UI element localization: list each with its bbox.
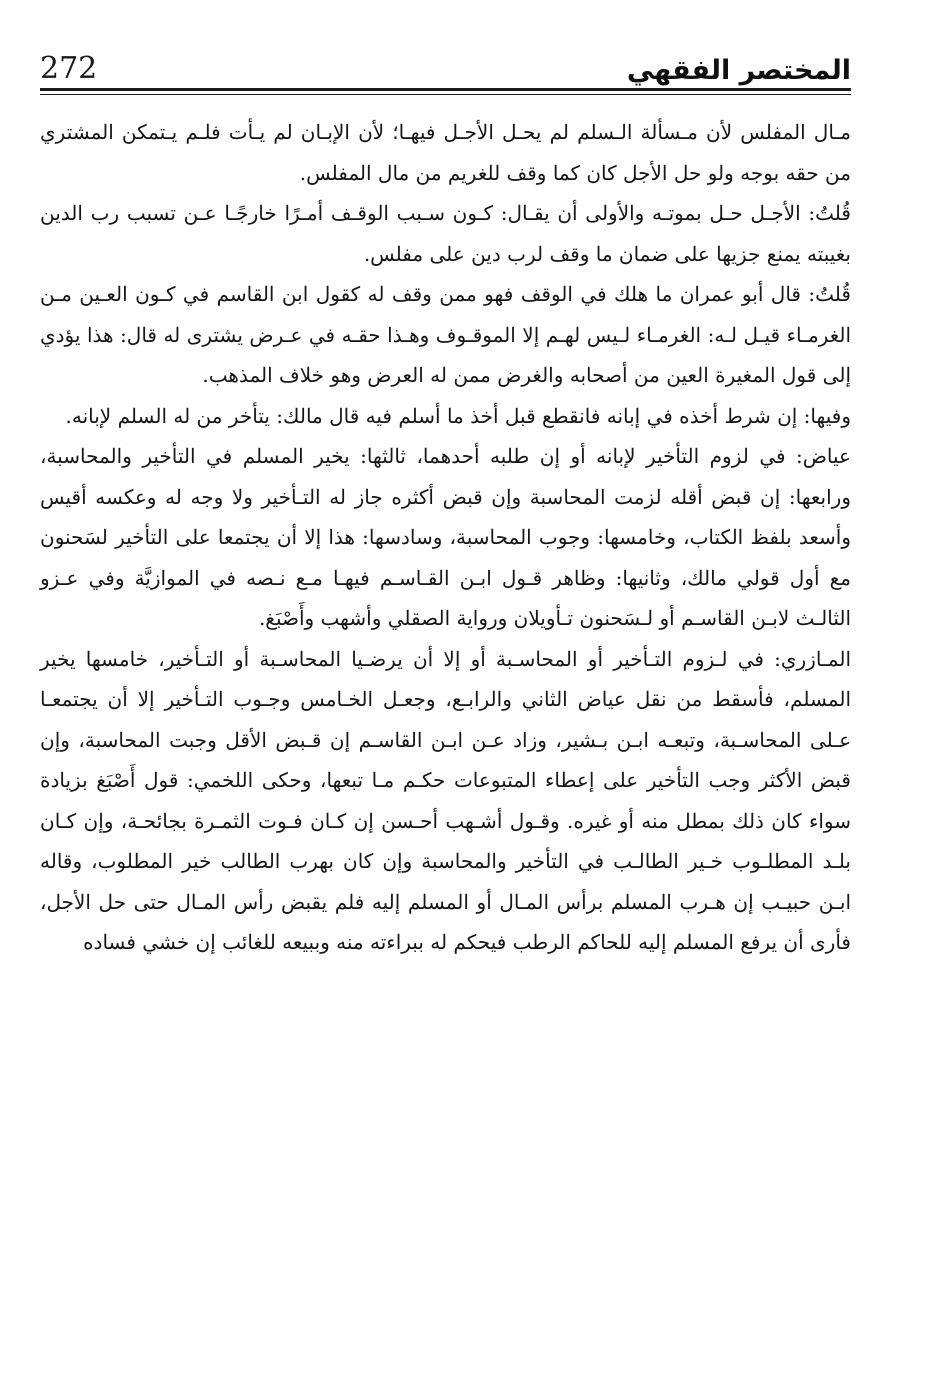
header-rule-thin (40, 94, 851, 95)
paragraph-2: قُلتُ: الأجـل حـل بموتـه والأولى أن يقـال: كـون سـبب الوقـف أمـرًا خارجًـا عـن تسبب رب الدين بغيبته يمنع جزيها على ضمان ما وقف لرب دين على مفلس. (40, 201, 851, 266)
paragraph-5: عياض: في لزوم التأخير لإبانه أو إن طلبه أحدهما، ثالثها: يخير المسلم في التأخير والمحاسبة، ورابعها: إن قبض أقله لزمت المحاسبة وإن قبض أكثره جاز له التـأخير ولا وجه له وعكسه أقيس وأسعد بلفظ الكتاب، وخامسها: وجوب المحاسبة، وسادسها: هذا إلا أن يجتمعا على التأخير لسَحنون مع أول قولي مالك، وثانيها: وظاهر قـول ابـن القـاسـم فيهـا مـع نـصه في الموازيَّة وفي عـزو الثالـث لابـن القاسـم أو لـسَحنون تـأويلان ورواية الصقلي وأشهب وأَصْبَغ. (40, 444, 851, 630)
paragraph-3: قُلتُ: قال أبو عمران ما هلك في الوقف فهو ممن وقف له كقول ابن القاسم في كـون العـين مـن الغرمـاء قيـل لـه: الغرمـاء لـيس لهـم إلا الموقـوف وهـذا حقـه في عـرض يشترى له قال: هذا يؤدي إلى قول المغيرة العين من أصحابه والغرض ممن له العرض وهو خلاف المذهب. (40, 282, 851, 387)
header-rule-thick (40, 88, 851, 91)
body-text (40, 112, 851, 963)
page-number: 272 (40, 51, 98, 86)
page-header (40, 38, 851, 84)
paragraph-1: مـال المفلس لأن مـسألة الـسلم لم يحـل الأجـل فيهـا؛ لأن الإبـان لم يـأت فلـم يـتمكن المشتري من حقه بوجه ولو حل الأجل كان كما وقف للغريم من مال المفلس. (40, 120, 851, 185)
paragraph-6: المـازري: في لـزوم التـأخير أو المحاسـبة أو إلا أن يرضـيا المحاسـبة أو التـأخير، خامسها يخير المسلم، فأسقط من نقل عياض الثاني والرابـع، وجعـل الخـامس وجـوب التـأخير إلا أن يجتمعـا عـلى المحاسـبة، وتبعـه ابـن بـشير، وزاد عـن ابـن القاسـم إن قـبض الأقل وجبت المحاسبة، وإن قبض الأكثر وجب التأخير على إعطاء المتبوعات حكـم مـا تبعها، وحكى اللخمي: قول أَصْبَغ بزيادة سواء كان ذلك بمطل منه أو غيره. وقـول أشـهب أحـسن إن كـان فـوت الثمـرة بجائحـة، وإن كـان بلـد المطلـوب خـير الطالـب في التأخير والمحاسبة وإن كان بهرب الطالب خير المطلوب، وقاله ابـن حبيـب إن هـرب المسلم برأس المـال أو المسلم إليه فلم يقبض رأس المـال حتى حل الأجل، فأرى أن يرفع المسلم إليه للحاكم الرطب فيحكم له ببراءته منه وببيعه للغائب إن خشي فساده (40, 646, 851, 954)
book-title: المختصر الفقهي (626, 55, 851, 86)
paragraph-4: وفيها: إن شرط أخذه في إبانه فانقطع قبل أخذ ما أسلم فيه قال مالك: يتأخر من له السلم لإبانه. (65, 403, 851, 428)
